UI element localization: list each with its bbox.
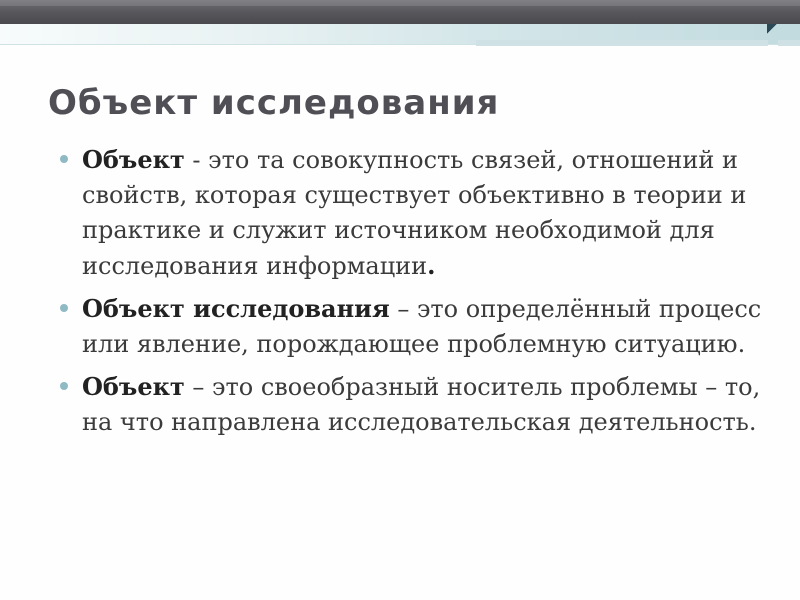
bullet-list — [56, 142, 766, 447]
bullet-item — [56, 369, 766, 440]
bullet-item — [56, 291, 766, 362]
bullet-term: Объект — [82, 145, 185, 174]
accent-stripe — [476, 40, 768, 46]
header-band — [0, 0, 800, 24]
slide-title: Объект исследования — [48, 83, 500, 123]
accent-stripe-end — [778, 40, 800, 46]
header-band-shine — [0, 0, 800, 6]
bullet-tail: . — [427, 251, 436, 280]
bullet-dot-icon — [60, 382, 68, 390]
bullet-dot-icon — [60, 304, 68, 312]
bullet-text: – это своеобразный носитель проблемы – то, на что направлена исследовательская деятельность. — [82, 373, 761, 436]
corner-triangle-decoration — [767, 24, 777, 34]
bullet-term: Объект исследования — [82, 294, 390, 323]
bullet-dot-icon — [60, 155, 68, 163]
bullet-item — [56, 142, 766, 284]
bullet-text: – это определённый процесс или явление, порождающее проблемную ситуацию. — [82, 295, 762, 358]
bullet-term: Объект — [82, 372, 185, 401]
bullet-text: - это та совокупность связей, отношений и свойств, которая существует объективно в теории и практике и служит источником необходимой для исследования информации — [82, 146, 747, 280]
